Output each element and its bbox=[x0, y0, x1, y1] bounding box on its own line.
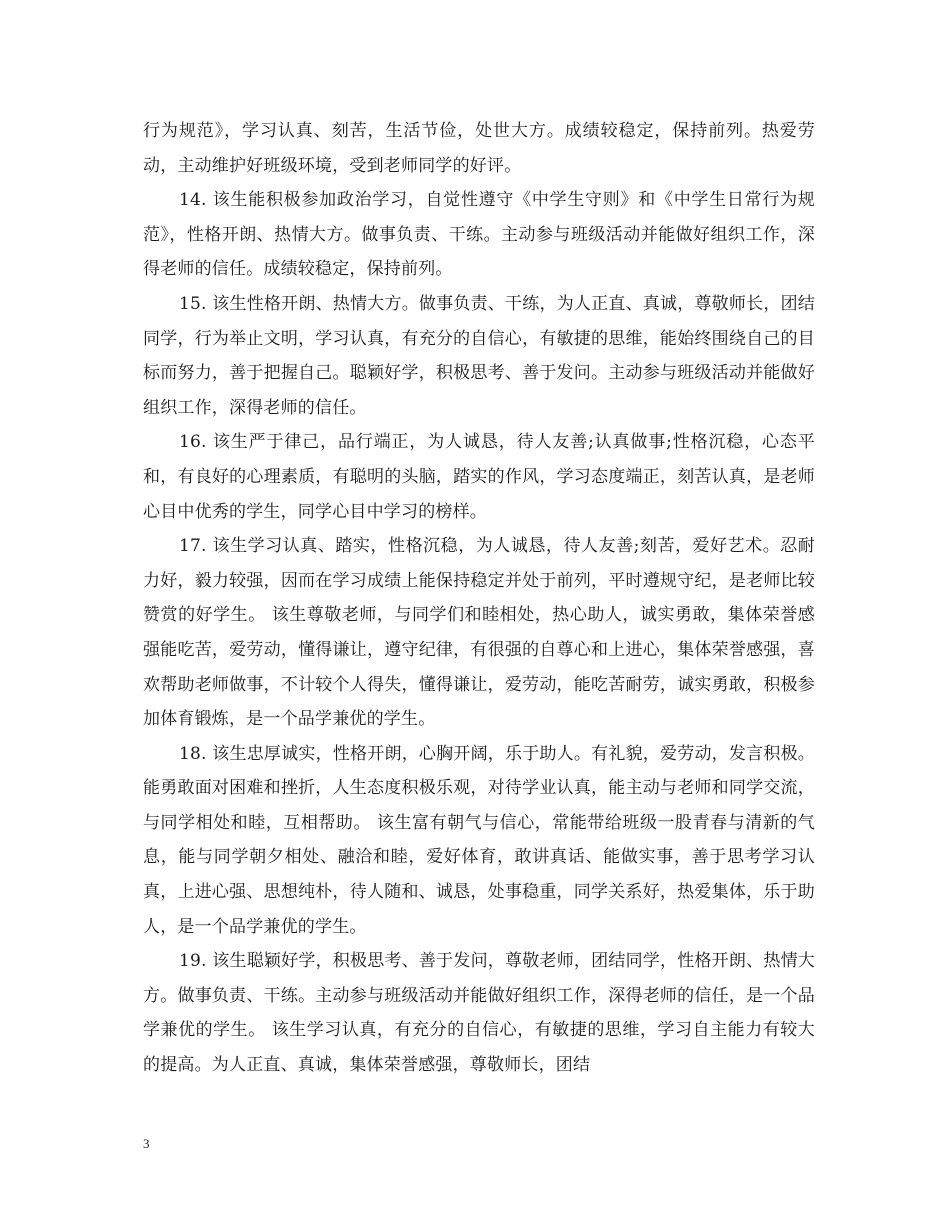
paragraph-item-19: 19. 该生聪颖好学，积极思考、善于发问，尊敬老师，团结同学，性格开朗、热情大方。做事负责、干练。主动参与班级活动并能做好组织工作，深得老师的信任，是一个品学兼优的学生。 该生学习认真，有充分的自信心，有敏捷的思维，学习自主能力有较大的提高。为人正直、真诚，集体荣誉感强，尊敬师长，团结 bbox=[143, 951, 815, 1076]
paragraph-item-18: 18. 该生忠厚诚实，性格开朗，心胸开阔，乐于助人。有礼貌，爱劳动，发言积极。能勇敢面对困难和挫折，人生态度积极乐观，对待学业认真，能主动与老师和同学交流，与同学相处和睦，互相帮助。 该生富有朝气与信心，常能带给班级一股青春与清新的气息，能与同学朝夕相处、融洽和睦，爱好体育，敢讲真话、能做实事，善于思考学习认真，上进心强、思想纯朴，待人随和、诚恳，处事稳重，同学关系好，热爱集体，乐于助人，是一个品学兼优的学生。 bbox=[143, 743, 815, 937]
paragraph-item-15: 15. 该生性格开朗、热情大方。做事负责、干练，为人正直、真诚，尊敬师长，团结同学，行为举止文明，学习认真，有充分的自信心，有敏捷的思维，能始终围绕自己的目标而努力，善于把握自己。聪颖好学，积极思考、善于发问。主动参与班级活动并能做好组织工作，深得老师的信任。 bbox=[143, 293, 815, 418]
paragraph-item-17: 17. 该生学习认真、踏实，性格沉稳，为人诚恳，待人友善;刻苦，爱好艺术。忍耐力好，毅力较强，因而在学习成绩上能保持稳定并处于前列，平时遵规守纪，是老师比较赞赏的好学生。 该生尊敬老师，与同学们和睦相处，热心助人，诚实勇敢，集体荣誉感强能吃苦，爱劳动，懂得谦让，遵守纪律，有很强的自尊心和上进心，集体荣誉感强，喜欢帮助老师做事，不计较个人得失，懂得谦让，爱劳动，能吃苦耐劳，诚实勇敢，积极参加体育锻炼，是一个品学兼优的学生。 bbox=[143, 536, 815, 730]
paragraph-item-16: 16. 该生严于律己，品行端正，为人诚恳，待人友善;认真做事;性格沉稳，心态平和，有良好的心理素质，有聪明的头脑，踏实的作风，学习态度端正，刻苦认真，是老师心目中优秀的学生，同学心目中学习的榜样。 bbox=[143, 432, 815, 522]
page-number: 3 bbox=[143, 1136, 150, 1151]
paragraph-item-14: 14. 该生能积极参加政治学习，自觉性遵守《中学生守则》和《中学生日常行为规范》，性格开朗、热情大方。做事负责、干练。主动参与班级活动并能做好组织工作，深得老师的信任。成绩较稳定，保持前列。 bbox=[143, 190, 815, 280]
document-body bbox=[143, 114, 815, 1083]
paragraph-continuation: 行为规范》，学习认真、刻苦，生活节俭，处世大方。成绩较稳定，保持前列。热爱劳动，主动维护好班级环境，受到老师同学的好评。 bbox=[143, 121, 815, 176]
